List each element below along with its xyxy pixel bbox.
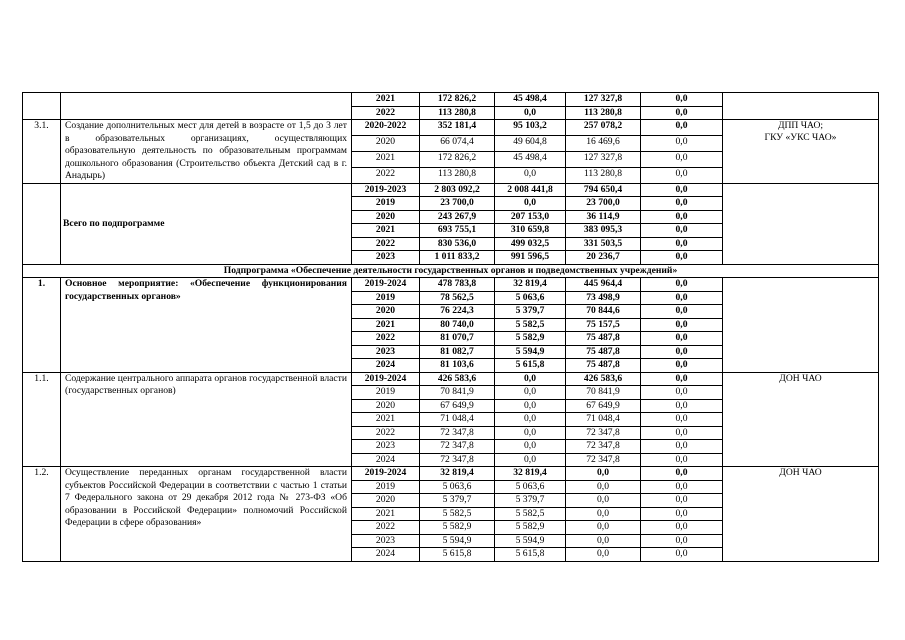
federal-budget-cell: 5 379,7 — [495, 305, 566, 319]
federal-budget-cell: 32 819,4 — [495, 467, 566, 481]
regional-budget-cell: 426 583,6 — [566, 372, 641, 386]
year-cell: 2021 — [352, 413, 420, 427]
table-row — [23, 93, 879, 107]
year-cell: 2023 — [352, 345, 420, 359]
year-cell: 2020 — [352, 305, 420, 319]
table-row — [23, 278, 879, 292]
federal-budget-cell: 5 582,5 — [495, 507, 566, 521]
total-cell: 81 082,7 — [420, 345, 495, 359]
federal-budget-cell: 5 615,8 — [495, 359, 566, 373]
total-cell: 5 594,9 — [420, 534, 495, 548]
item-number — [23, 93, 61, 120]
other-sources-cell: 0,0 — [641, 183, 723, 197]
regional-budget-cell: 23 700,0 — [566, 197, 641, 211]
year-cell: 2022 — [352, 426, 420, 440]
activity-description: Создание дополнительных мест для детей в возрасте от 1,5 до 3 лет в образовательных организациях, осуществляющих образовательную деятельность по образовательным программам дошкольного образования (Строительство объекта Детский сад в г. Анадырь) — [61, 120, 352, 184]
federal-budget-cell: 0,0 — [495, 372, 566, 386]
other-sources-cell: 0,0 — [641, 332, 723, 346]
federal-budget-cell: 5 594,9 — [495, 534, 566, 548]
year-cell: 2020 — [352, 399, 420, 413]
year-cell: 2023 — [352, 440, 420, 454]
other-sources-cell: 0,0 — [641, 151, 723, 167]
year-cell: 2022 — [352, 332, 420, 346]
total-cell: 23 700,0 — [420, 197, 495, 211]
total-cell: 2 803 092,2 — [420, 183, 495, 197]
other-sources-cell: 0,0 — [641, 305, 723, 319]
other-sources-cell: 0,0 — [641, 521, 723, 535]
federal-budget-cell: 0,0 — [495, 197, 566, 211]
other-sources-cell: 0,0 — [641, 251, 723, 265]
other-sources-cell: 0,0 — [641, 318, 723, 332]
regional-budget-cell: 794 650,4 — [566, 183, 641, 197]
activity-description: Осуществление переданных органам государственной власти субъектов Российской Федерации в соответствии с частью 1 статьи 7 Федерального закона от 29 декабря 2012 года № 273-ФЗ «Об образовании в Российской Федерации» полномочий Российской Федерации в сфере образования» — [61, 467, 352, 562]
year-cell: 2019 — [352, 386, 420, 400]
regional-budget-cell: 75 487,8 — [566, 332, 641, 346]
federal-budget-cell: 5 063,6 — [495, 480, 566, 494]
federal-budget-cell: 499 032,5 — [495, 237, 566, 251]
other-sources-cell: 0,0 — [641, 197, 723, 211]
regional-budget-cell: 331 503,5 — [566, 237, 641, 251]
federal-budget-cell: 95 103,2 — [495, 120, 566, 136]
total-cell: 32 819,4 — [420, 467, 495, 481]
other-sources-cell: 0,0 — [641, 399, 723, 413]
federal-budget-cell: 0,0 — [495, 386, 566, 400]
other-sources-cell: 0,0 — [641, 534, 723, 548]
total-cell: 352 181,4 — [420, 120, 495, 136]
federal-budget-cell: 5 063,6 — [495, 291, 566, 305]
total-cell: 81 103,6 — [420, 359, 495, 373]
other-sources-cell: 0,0 — [641, 210, 723, 224]
regional-budget-cell: 0,0 — [566, 494, 641, 508]
year-cell: 2024 — [352, 453, 420, 467]
total-cell: 113 280,8 — [420, 106, 495, 120]
other-sources-cell: 0,0 — [641, 413, 723, 427]
total-cell: 5 582,9 — [420, 521, 495, 535]
executor-cell — [723, 467, 879, 562]
year-cell: 2020 — [352, 135, 420, 151]
total-cell: 5 379,7 — [420, 494, 495, 508]
other-sources-cell: 0,0 — [641, 167, 723, 183]
year-cell: 2019-2024 — [352, 278, 420, 292]
year-cell: 2024 — [352, 548, 420, 562]
year-cell: 2022 — [352, 521, 420, 535]
other-sources-cell: 0,0 — [641, 494, 723, 508]
year-cell: 2019 — [352, 480, 420, 494]
item-number — [23, 183, 61, 264]
subprogram-header-row — [23, 264, 879, 278]
executor-cell — [723, 120, 879, 184]
federal-budget-cell: 0,0 — [495, 106, 566, 120]
federal-budget-cell: 5 594,9 — [495, 345, 566, 359]
year-cell: 2020 — [352, 494, 420, 508]
other-sources-cell: 0,0 — [641, 278, 723, 292]
executor-name: ГКУ «УКС ЧАО» — [764, 132, 837, 143]
other-sources-cell: 0,0 — [641, 386, 723, 400]
subprogram-total-label: Всего по подпрограмме — [61, 183, 352, 264]
other-sources-cell: 0,0 — [641, 291, 723, 305]
total-cell: 78 562,5 — [420, 291, 495, 305]
regional-budget-cell: 383 095,3 — [566, 224, 641, 238]
year-cell: 2019-2024 — [352, 372, 420, 386]
federal-budget-cell: 45 498,4 — [495, 151, 566, 167]
regional-budget-cell: 73 498,9 — [566, 291, 641, 305]
regional-budget-cell: 113 280,8 — [566, 106, 641, 120]
executor-name: ДПП ЧАО; — [777, 120, 824, 131]
budget-table — [22, 92, 879, 562]
total-cell: 693 755,1 — [420, 224, 495, 238]
executor-name: ДОН ЧАО — [779, 372, 822, 384]
total-cell: 70 841,9 — [420, 386, 495, 400]
other-sources-cell: 0,0 — [641, 426, 723, 440]
regional-budget-cell: 71 048,4 — [566, 413, 641, 427]
total-cell: 426 583,6 — [420, 372, 495, 386]
regional-budget-cell: 0,0 — [566, 548, 641, 562]
year-cell: 2020-2022 — [352, 120, 420, 136]
other-sources-cell: 0,0 — [641, 440, 723, 454]
total-cell: 5 582,5 — [420, 507, 495, 521]
total-cell: 80 740,0 — [420, 318, 495, 332]
year-cell: 2022 — [352, 167, 420, 183]
total-cell: 1 011 833,2 — [420, 251, 495, 265]
federal-budget-cell: 0,0 — [495, 426, 566, 440]
total-cell: 5 063,6 — [420, 480, 495, 494]
regional-budget-cell: 0,0 — [566, 521, 641, 535]
year-cell: 2021 — [352, 318, 420, 332]
federal-budget-cell: 5 379,7 — [495, 494, 566, 508]
year-cell: 2020 — [352, 210, 420, 224]
table-body — [23, 93, 879, 562]
activity-description — [61, 93, 352, 120]
year-cell: 2019 — [352, 197, 420, 211]
total-cell: 5 615,8 — [420, 548, 495, 562]
executor-cell — [723, 93, 879, 120]
total-cell: 478 783,8 — [420, 278, 495, 292]
regional-budget-cell: 75 487,8 — [566, 359, 641, 373]
other-sources-cell: 0,0 — [641, 507, 723, 521]
other-sources-cell: 0,0 — [641, 453, 723, 467]
other-sources-cell: 0,0 — [641, 548, 723, 562]
other-sources-cell: 0,0 — [641, 224, 723, 238]
federal-budget-cell: 0,0 — [495, 453, 566, 467]
total-cell: 81 070,7 — [420, 332, 495, 346]
year-cell: 2021 — [352, 93, 420, 107]
regional-budget-cell: 72 347,8 — [566, 453, 641, 467]
total-cell: 113 280,8 — [420, 167, 495, 183]
federal-budget-cell: 207 153,0 — [495, 210, 566, 224]
year-cell: 2021 — [352, 224, 420, 238]
year-cell: 2019 — [352, 291, 420, 305]
regional-budget-cell: 0,0 — [566, 507, 641, 521]
total-cell: 66 074,4 — [420, 135, 495, 151]
year-cell: 2022 — [352, 237, 420, 251]
other-sources-cell: 0,0 — [641, 135, 723, 151]
total-cell: 172 826,2 — [420, 93, 495, 107]
total-cell: 71 048,4 — [420, 413, 495, 427]
federal-budget-cell: 5 582,5 — [495, 318, 566, 332]
federal-budget-cell: 310 659,8 — [495, 224, 566, 238]
other-sources-cell: 0,0 — [641, 93, 723, 107]
table-row — [23, 372, 879, 386]
subprogram-title: Подпрограмма «Обеспечение деятельности государственных органов и подведомственных учреждений» — [23, 264, 879, 278]
other-sources-cell: 0,0 — [641, 237, 723, 251]
total-cell: 76 224,3 — [420, 305, 495, 319]
other-sources-cell: 0,0 — [641, 467, 723, 481]
item-number: 1.2. — [23, 467, 61, 562]
year-cell: 2021 — [352, 507, 420, 521]
year-cell: 2023 — [352, 534, 420, 548]
federal-budget-cell: 2 008 441,8 — [495, 183, 566, 197]
year-cell: 2019-2024 — [352, 467, 420, 481]
total-cell: 72 347,8 — [420, 453, 495, 467]
total-cell: 243 267,9 — [420, 210, 495, 224]
total-cell: 72 347,8 — [420, 426, 495, 440]
total-cell: 830 536,0 — [420, 237, 495, 251]
federal-budget-cell: 0,0 — [495, 167, 566, 183]
year-cell: 2022 — [352, 106, 420, 120]
year-cell: 2021 — [352, 151, 420, 167]
executor-cell — [723, 372, 879, 467]
federal-budget-cell: 991 596,5 — [495, 251, 566, 265]
regional-budget-cell: 16 469,6 — [566, 135, 641, 151]
regional-budget-cell: 70 841,9 — [566, 386, 641, 400]
federal-budget-cell: 0,0 — [495, 399, 566, 413]
regional-budget-cell: 20 236,7 — [566, 251, 641, 265]
executor-cell — [723, 183, 879, 264]
federal-budget-cell: 0,0 — [495, 413, 566, 427]
year-cell: 2019-2023 — [352, 183, 420, 197]
federal-budget-cell: 0,0 — [495, 440, 566, 454]
total-cell: 67 649,9 — [420, 399, 495, 413]
regional-budget-cell: 257 078,2 — [566, 120, 641, 136]
regional-budget-cell: 127 327,8 — [566, 151, 641, 167]
regional-budget-cell: 72 347,8 — [566, 440, 641, 454]
regional-budget-cell: 36 114,9 — [566, 210, 641, 224]
executor-name: ДОН ЧАО — [779, 467, 822, 478]
activity-description: Основное мероприятие: «Обеспечение функционирования государственных органов» — [61, 278, 352, 373]
total-cell: 72 347,8 — [420, 440, 495, 454]
table-row — [23, 467, 879, 481]
federal-budget-cell: 32 819,4 — [495, 278, 566, 292]
item-number: 1. — [23, 278, 61, 373]
other-sources-cell: 0,0 — [641, 120, 723, 136]
executor-cell — [723, 278, 879, 373]
regional-budget-cell: 75 487,8 — [566, 345, 641, 359]
regional-budget-cell: 113 280,8 — [566, 167, 641, 183]
federal-budget-cell: 5 582,9 — [495, 332, 566, 346]
regional-budget-cell: 0,0 — [566, 534, 641, 548]
table-row — [23, 183, 879, 197]
other-sources-cell: 0,0 — [641, 345, 723, 359]
regional-budget-cell: 127 327,8 — [566, 93, 641, 107]
regional-budget-cell: 445 964,4 — [566, 278, 641, 292]
other-sources-cell: 0,0 — [641, 480, 723, 494]
other-sources-cell: 0,0 — [641, 359, 723, 373]
regional-budget-cell: 67 649,9 — [566, 399, 641, 413]
regional-budget-cell: 0,0 — [566, 480, 641, 494]
other-sources-cell: 0,0 — [641, 106, 723, 120]
year-cell: 2023 — [352, 251, 420, 265]
table-row — [23, 120, 879, 136]
item-number: 1.1. — [23, 372, 61, 467]
federal-budget-cell: 45 498,4 — [495, 93, 566, 107]
regional-budget-cell: 0,0 — [566, 467, 641, 481]
year-cell: 2024 — [352, 359, 420, 373]
federal-budget-cell: 5 615,8 — [495, 548, 566, 562]
item-number: 3.1. — [23, 120, 61, 184]
regional-budget-cell: 70 844,6 — [566, 305, 641, 319]
regional-budget-cell: 72 347,8 — [566, 426, 641, 440]
regional-budget-cell: 75 157,5 — [566, 318, 641, 332]
total-cell: 172 826,2 — [420, 151, 495, 167]
federal-budget-cell: 49 604,8 — [495, 135, 566, 151]
other-sources-cell: 0,0 — [641, 372, 723, 386]
federal-budget-cell: 5 582,9 — [495, 521, 566, 535]
activity-description: Содержание центрального аппарата органов государственной власти (государственных органов) — [61, 372, 352, 467]
